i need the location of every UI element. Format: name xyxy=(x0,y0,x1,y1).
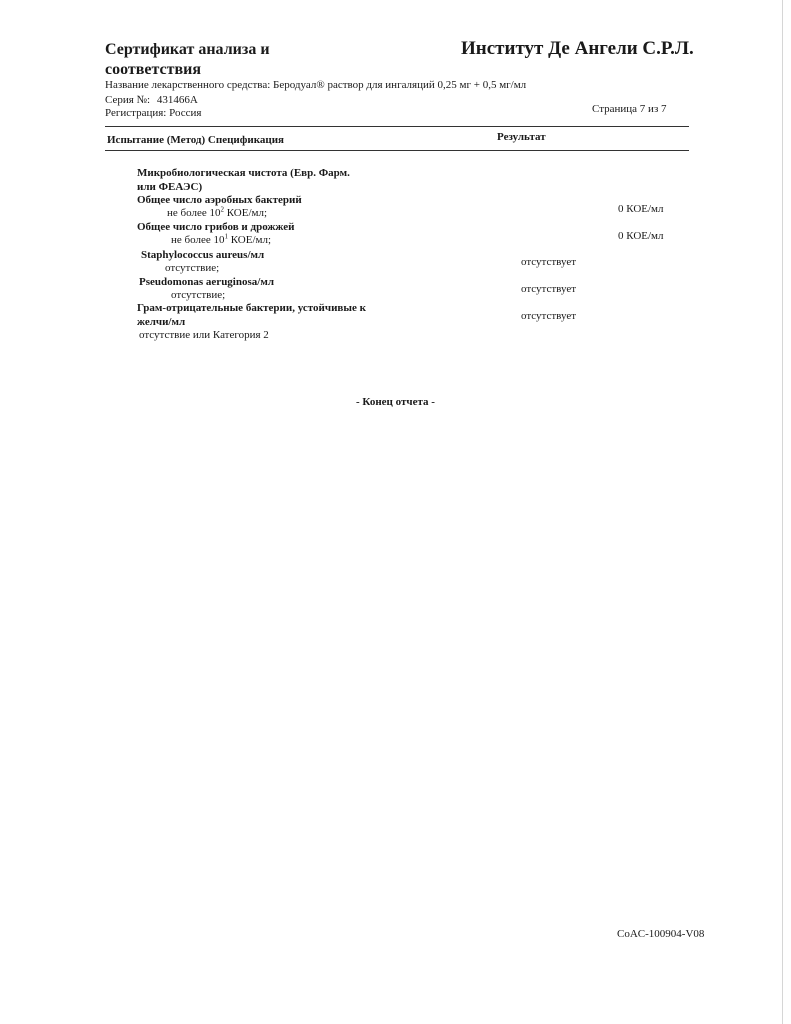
fungi-spec-prefix: не более 10 xyxy=(171,234,225,246)
aerobic-spec-suffix: КОЕ/мл; xyxy=(223,207,268,219)
column-header-result: Результат xyxy=(497,131,546,143)
aerobic-bacteria-spec xyxy=(167,207,267,219)
fungi-yeast-label: Общее число грибов и дрожжей xyxy=(137,221,295,233)
page-info: Страница 7 из 7 xyxy=(592,103,667,115)
micro-purity-title-line2: или ФЕАЭС) xyxy=(137,181,203,193)
series-label: Серия №: xyxy=(105,94,151,106)
column-header-test-spec: Испытание (Метод) Спецификация xyxy=(107,134,284,146)
gram-negative-label-line2: желчи/мл xyxy=(137,316,186,328)
gram-negative-result: отсутствует xyxy=(521,310,577,322)
staphylococcus-spec: отсутствие; xyxy=(165,262,220,274)
document-code: CoAC-100904-V08 xyxy=(617,928,705,940)
pseudomonas-label: Pseudomonas aeruginosa/мл xyxy=(139,276,274,288)
document-title-line1: Сертификат анализа и xyxy=(105,41,270,58)
series-line xyxy=(105,94,198,107)
series-value: 431466A xyxy=(156,94,198,106)
aerobic-bacteria-label: Общее число аэробных бактерий xyxy=(137,194,302,206)
fungi-yeast-spec xyxy=(171,234,271,246)
header-rule-bottom xyxy=(105,150,689,151)
fungi-spec-suffix: КОЕ/мл; xyxy=(227,234,272,246)
fungi-spec-exponent: 1 xyxy=(224,232,228,241)
end-of-report: - Конец отчета - xyxy=(356,396,435,408)
header-rule-top xyxy=(105,126,689,127)
company-name: Институт Де Ангели С.Р.Л. xyxy=(461,38,694,59)
gram-negative-label-line1: Грам-отрицательные бактерии, устойчивые к xyxy=(137,302,366,314)
aerobic-spec-exponent: 2 xyxy=(220,205,224,214)
aerobic-spec-prefix: не более 10 xyxy=(167,207,221,219)
aerobic-bacteria-result: 0 КОЕ/мл xyxy=(618,203,664,215)
staphylococcus-label: Staphylococcus aureus/мл xyxy=(141,249,265,261)
pseudomonas-result: отсутствует xyxy=(521,283,577,295)
micro-purity-title-line1: Микробиологическая чистота (Евр. Фарм. xyxy=(137,167,350,179)
scan-edge-line xyxy=(782,0,783,1024)
staphylococcus-result: отсутствует xyxy=(521,256,577,268)
registration-line: Регистрация: Россия xyxy=(105,107,202,119)
pseudomonas-spec: отсутствие; xyxy=(171,289,226,301)
gram-negative-spec: отсутствие или Категория 2 xyxy=(139,329,269,341)
product-name-line: Название лекарственного средства: Беродуал® раствор для ингаляций 0,25 мг + 0,5 мг/мл xyxy=(105,79,527,91)
document-title-line2: соответствия xyxy=(105,61,202,78)
fungi-yeast-result: 0 КОЕ/мл xyxy=(618,230,664,242)
